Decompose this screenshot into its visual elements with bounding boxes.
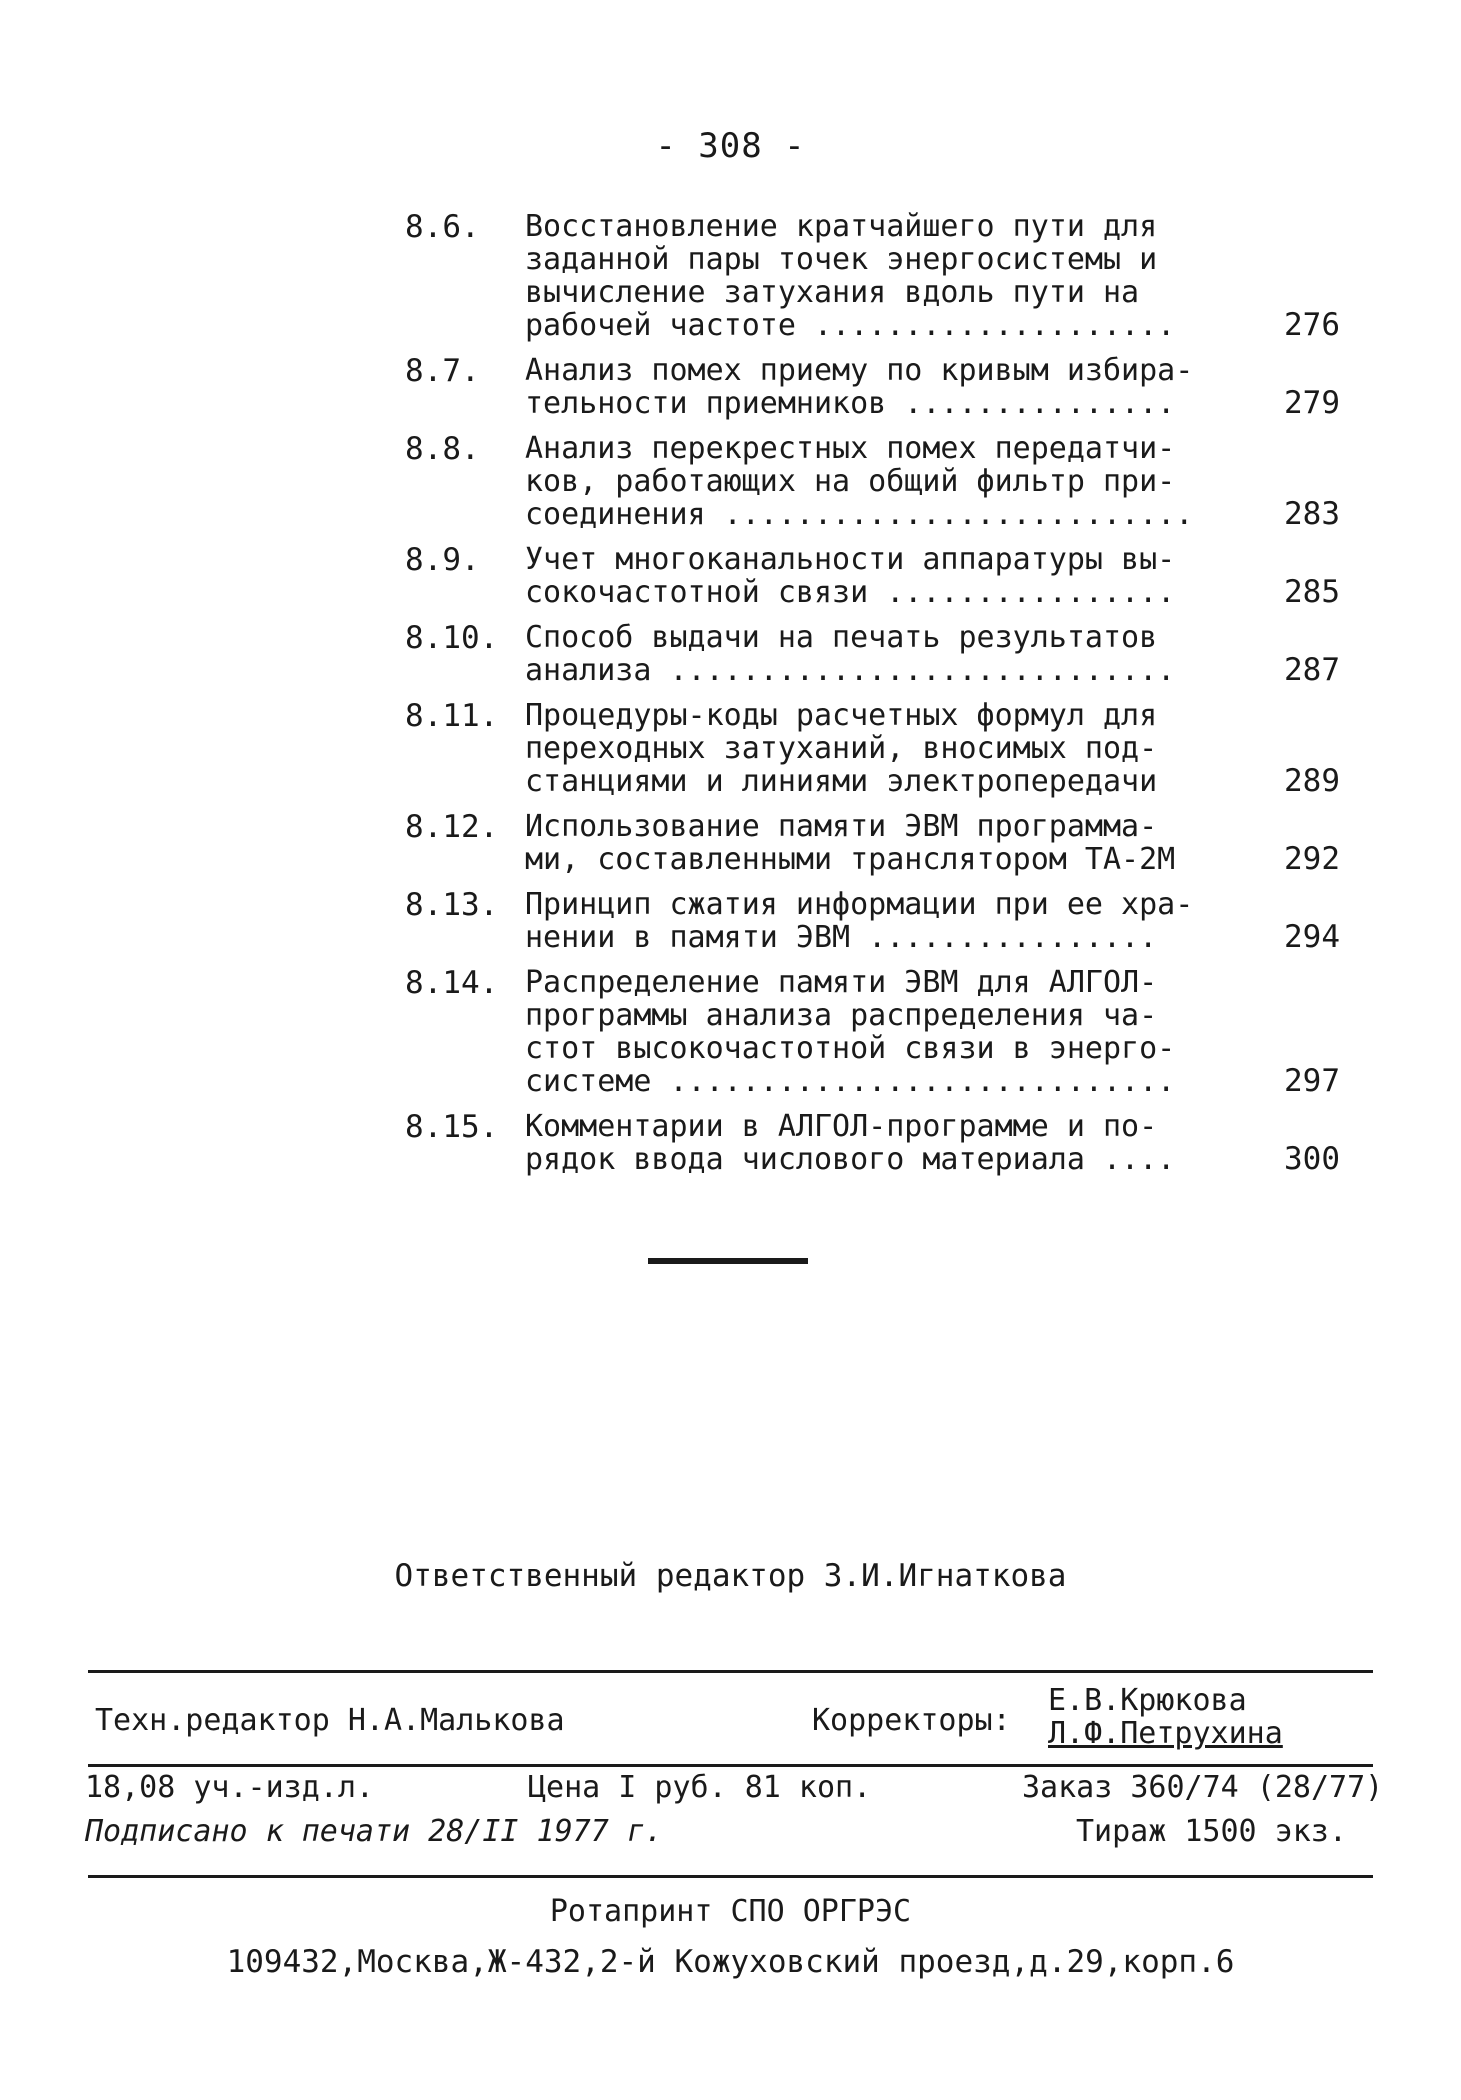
toc-entry-number: 8.7. [405,353,480,389]
print-run: Тираж 1500 экз. [1076,1814,1347,1849]
order-number: Заказ 360/74 (28/77) [1022,1770,1384,1805]
toc-entry-title-line: тельности приемников ............... [525,387,1176,420]
toc-entry [405,888,1340,954]
publication-volume: 18,08 уч.-изд.л. [85,1770,374,1805]
toc-entry-title-line: анализа ............................ [525,654,1176,687]
corrector-name: Е.В.Крюкова [1048,1683,1247,1718]
toc-entry-title-line: Распределение памяти ЭВМ для АЛГОЛ- [525,966,1158,999]
toc-entry-title-line: Учет многоканальности аппаратуры вы- [525,543,1176,576]
toc-entry-number: 8.14. [405,965,499,1001]
toc-entry-title [525,354,1240,420]
toc-entry-title [525,543,1240,609]
toc-entry-title-line: переходных затуханий, вносимых под- [525,732,1158,765]
imprint-rule-top [88,1670,1373,1673]
toc-entry-number: 8.11. [405,698,499,734]
table-of-contents [405,210,1340,1188]
page-number: - 308 - [655,126,806,166]
toc-entry-title [525,810,1240,876]
toc-entry-title-line: рабочей частоте .................... [525,309,1176,342]
correctors-names [1048,1684,1283,1750]
printer-address: 109432,Москва,Ж-432,2-й Кожуховский проезд,д.29,корп.6 [226,1944,1235,1980]
toc-entry-number: 8.10. [405,620,499,656]
toc-entry-number: 8.6. [405,209,480,245]
responsible-editor: Ответственный редактор З.И.Игнаткова [394,1558,1067,1594]
toc-entry-title-line: Восстановление кратчайшего пути для [525,210,1158,243]
toc-entry-page: 289 [1284,763,1340,799]
toc-entry-title [525,966,1240,1098]
toc-entry [405,966,1340,1098]
toc-entry-page: 276 [1284,307,1340,343]
toc-entry-title [525,621,1240,687]
tech-editor: Техн.редактор Н.А.Малькова [95,1703,565,1738]
signed-for-print: Подписано к печати 28/II 1977 г. [85,1814,663,1849]
toc-entry-title-line: вычисление затухания вдоль пути на [525,276,1140,309]
toc-entry-title [525,888,1240,954]
toc-entry-page: 285 [1284,574,1340,610]
toc-entry-title-line: соединения .......................... [525,498,1194,531]
toc-entry-title-line: заданной пары точек энергосистемы и [525,243,1158,276]
toc-entry-title-line: Использование памяти ЭВМ программа- [525,810,1158,843]
section-divider [648,1258,808,1264]
price: Цена I руб. 81 коп. [528,1770,872,1805]
printer-name: Ротапринт СПО ОРГРЭС [549,1894,912,1929]
toc-entry-title-line: Комментарии в АЛГОЛ-программе и по- [525,1110,1158,1143]
toc-entry-page: 287 [1284,652,1340,688]
toc-entry-number: 8.15. [405,1109,499,1145]
toc-entry-title-line: ков, работающих на общий фильтр при- [525,465,1176,498]
toc-entry-page: 294 [1284,919,1340,955]
toc-entry-number: 8.8. [405,431,480,467]
toc-entry-title-line: стот высокочастотной связи в энерго- [525,1032,1176,1065]
toc-entry-title [525,210,1240,342]
correctors-label: Корректоры: [812,1703,1011,1738]
toc-entry-page: 283 [1284,496,1340,532]
toc-entry-title-line: нении в памяти ЭВМ ................ [525,921,1158,954]
toc-entry [405,621,1340,687]
toc-entry-title-line: ми, составленными транслятором ТА-2М [525,843,1176,876]
toc-entry [405,432,1340,531]
toc-entry-title-line: сокочастотной связи ................ [525,576,1176,609]
toc-entry-title-line: программы анализа распределения ча- [525,999,1158,1032]
toc-entry [405,810,1340,876]
toc-entry-title-line: Принцип сжатия информации при ее хра- [525,888,1194,921]
toc-entry [405,699,1340,798]
imprint-rule-bottom [88,1875,1373,1878]
imprint-rule-middle [88,1764,1373,1767]
toc-entry [405,1110,1340,1176]
toc-entry-title-line: Анализ помех приему по кривым избира- [525,354,1194,387]
toc-entry [405,210,1340,342]
toc-entry-title [525,699,1240,798]
corrector-name: Л.Ф.Петрухина [1048,1716,1283,1751]
toc-entry-title [525,1110,1240,1176]
toc-entry-title [525,432,1240,531]
toc-entry-page: 300 [1284,1141,1340,1177]
toc-entry [405,543,1340,609]
toc-entry-title-line: Анализ перекрестных помех передатчи- [525,432,1176,465]
toc-entry-page: 297 [1284,1063,1340,1099]
toc-entry-page: 292 [1284,841,1340,877]
toc-entry-title-line: системе ............................ [525,1065,1176,1098]
toc-entry-number: 8.13. [405,887,499,923]
toc-entry-title-line: Процедуры-коды расчетных формул для [525,699,1158,732]
toc-entry-number: 8.9. [405,542,480,578]
toc-entry-title-line: Способ выдачи на печать результатов [525,621,1158,654]
toc-entry-number: 8.12. [405,809,499,845]
toc-entry-title-line: станциями и линиями электропередачи [525,765,1158,798]
toc-entry-title-line: рядок ввода числового материала .... [525,1143,1176,1176]
toc-entry [405,354,1340,420]
toc-entry-page: 279 [1284,385,1340,421]
